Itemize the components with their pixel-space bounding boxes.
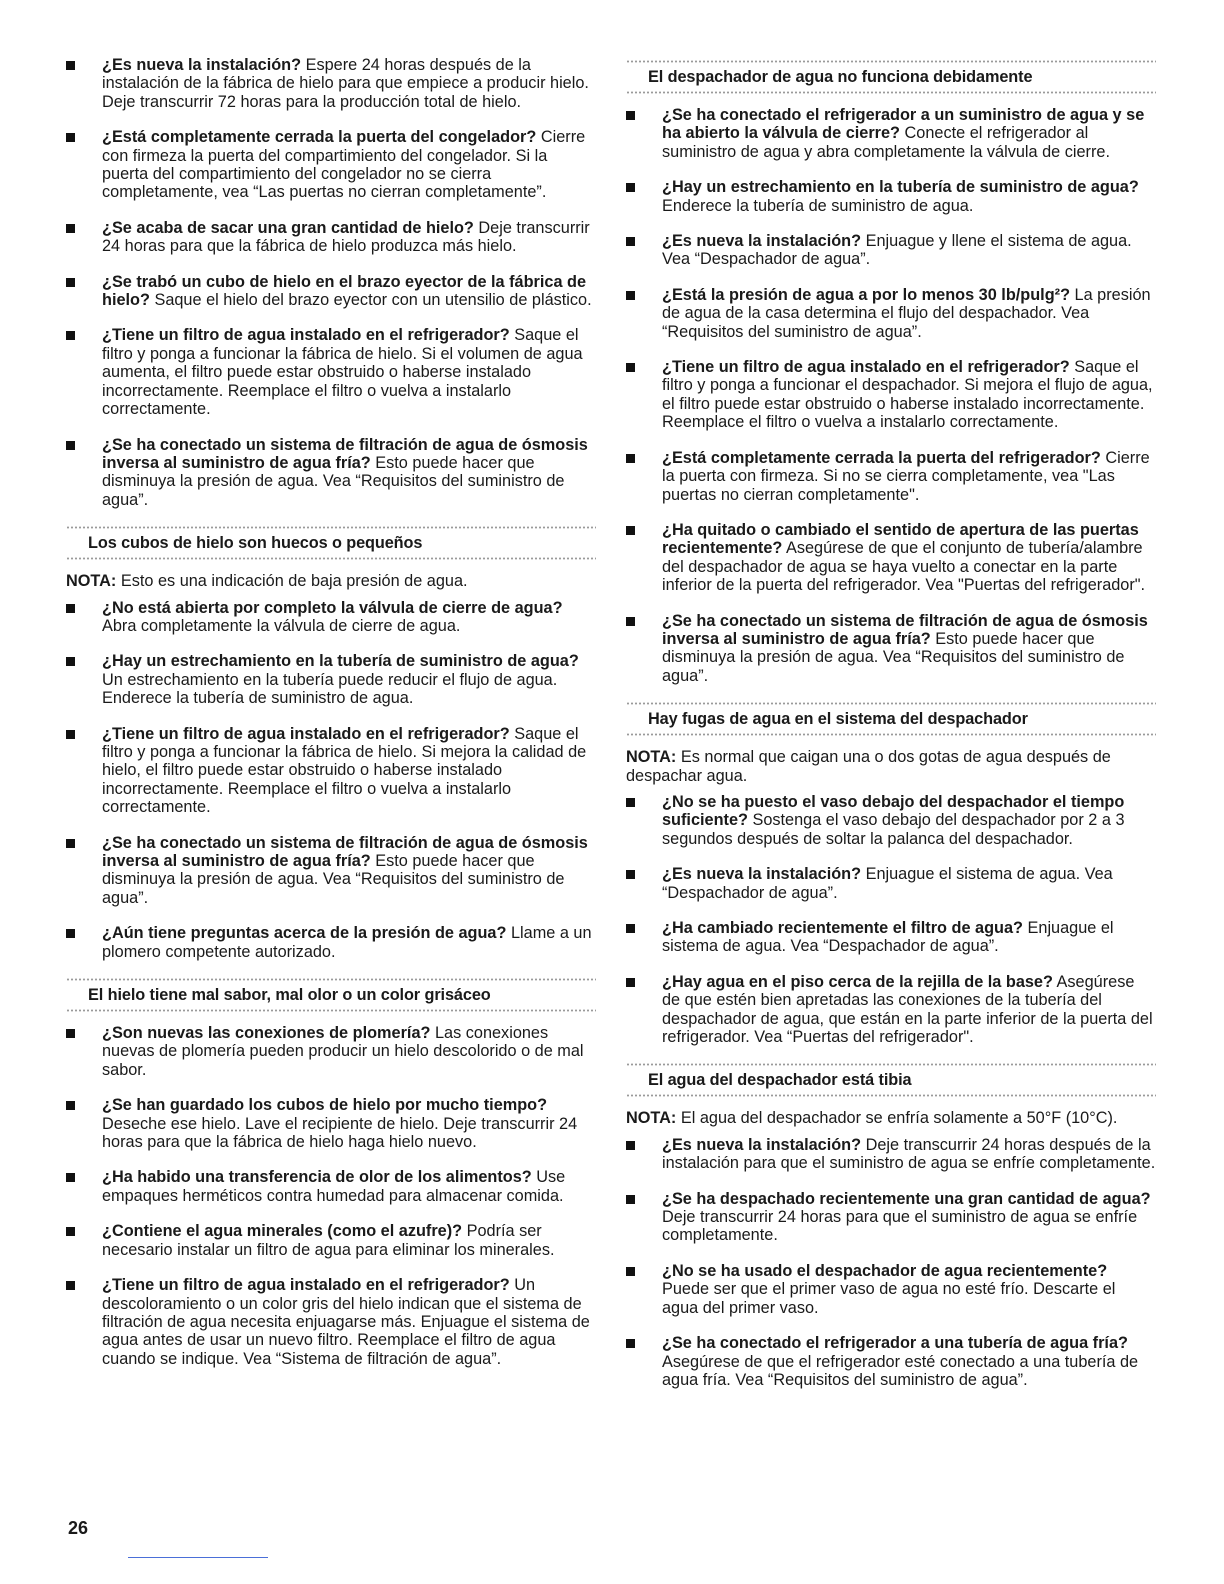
question-text: ¿Está completamente cerrada la puerta del refrigerador? [662,448,1101,467]
list-item [626,1334,1156,1389]
dotted-rule [66,557,596,560]
question-text: ¿Se ha conectado el refrigerador a una tubería de agua fría? [662,1334,1128,1353]
list-item [66,1024,596,1079]
list-item [626,612,1156,686]
question-text: ¿Se ha conectado un sistema de filtración de agua de ósmosis inversa al suministro de agua fría? [102,435,588,472]
intro-list [66,56,596,509]
bullet-square-icon [626,111,635,120]
dotted-rule [66,526,596,529]
list-item [626,358,1156,432]
bullet-square-icon [626,1339,635,1348]
answer-text: Abra completamente la válvula de cierre de agua. [102,616,461,635]
bullet-square-icon [626,870,635,879]
list-item [66,924,596,961]
bullet-square-icon [66,730,75,739]
list-item [66,1222,596,1259]
question-text: ¿Tiene un filtro de agua instalado en el refrigerador? [102,1276,510,1295]
section-header [626,1063,1156,1097]
list-item [66,1276,596,1368]
dotted-rule [626,733,1156,736]
bullet-square-icon [626,183,635,192]
list-item [626,1262,1156,1317]
section-header [626,702,1156,736]
right-column [626,56,1156,1406]
list-item [626,1136,1156,1173]
section-header [66,978,596,1012]
section-dispenser-leaks [626,702,1156,1046]
bullet-square-icon [626,617,635,626]
answer-text: Un descoloramiento o un color gris del hielo indican que el sistema de filtración de agua necesita enjuagarse más. Enjuague el sistema de agua antes de usar un nuevo filtro. Reemplace el filtro de agua cuando se indique. Vea “Sistema de filtración de agua”. [102,1276,590,1368]
bullet-square-icon [66,1173,75,1182]
list-item [66,1096,596,1151]
section-title: Hay fugas de agua en el sistema del despachador [648,710,1028,729]
question-text: ¿Ha habido una transferencia de olor de los alimentos? [102,1168,532,1187]
answer-text: Llame a un plomero competente autorizado. [102,924,592,961]
section-ice-bad-taste [66,978,596,1368]
answer-text: Deje transcurrir 24 horas después de la instalación para que el suministro de agua se enfríe completamente. [662,1135,1156,1173]
answer-text: Saque el filtro y ponga a funcionar el despachador. Si mejora el flujo de agua, el filtro puede estar obstruido o haberse instalado incorrectamente. Reemplace el filtro o vuelva a instalarlo correctamente. [662,358,1153,432]
section-header [66,526,596,560]
question-text: ¿Hay un estrechamiento en la tubería de suministro de agua? [102,652,579,671]
question-text: ¿Se ha conectado el refrigerador a un suministro de agua y se ha abierto la válvula de cierre? [662,106,1145,143]
question-text: ¿No está abierta por completo la válvula de cierre de agua? [102,598,563,617]
question-text: ¿Es nueva la instalación? [662,1135,862,1154]
answer-text: Deje transcurrir 24 horas para que el suministro de agua se enfríe completamente. [662,1208,1138,1245]
bullet-square-icon [66,278,75,287]
bullet-square-icon [626,1195,635,1204]
bullet-square-icon [626,526,635,535]
bullet-square-icon [66,657,75,666]
question-text: ¿Se acaba de sacar una gran cantidad de hielo? [102,218,474,237]
section-title: Los cubos de hielo son huecos o pequeños [88,534,423,553]
answer-text: Saque el filtro y ponga a funcionar la fábrica de hielo. Si mejora la calidad de hielo, el filtro puede estar obstruido o haberse instalado incorrectamente. Reemplace el filtro o vuelva a instalarlo correctamente. [102,724,587,817]
answer-text: Enjuague el sistema de agua. Vea “Despachador de agua”. [662,919,1114,956]
bullet-square-icon [66,929,75,938]
answer-text: Saque el filtro y ponga a funcionar la fábrica de hielo. Si el volumen de agua aumenta, el filtro puede estar obstruido o haberse instalado incorrectamente. Reemplace el filtro o vuelva a instalarlo correctamente. [102,326,583,419]
note-text: Esto es una indicación de baja presión de agua. [116,572,468,591]
section-dispenser-not-working [626,60,1156,685]
list-item [66,834,596,908]
bullet-square-icon [66,839,75,848]
footer-rule [128,1557,268,1558]
list-item [626,521,1156,595]
question-text: ¿Contiene el agua minerales (como el azufre)? [102,1222,463,1241]
bullet-square-icon [66,331,75,340]
list-item [66,219,596,256]
note [626,1109,1156,1127]
note-label: NOTA: [626,748,677,767]
answer-text: Podría ser necesario instalar un filtro de agua para eliminar los minerales. [102,1222,555,1259]
list-item [626,106,1156,161]
list-item [626,973,1156,1047]
answer-text: Esto puede hacer que disminuya la presión de agua. Vea “Requisitos del suministro de agua”. [102,453,565,509]
bullet-square-icon [66,224,75,233]
question-text: ¿Está completamente cerrada la puerta del congelador? [102,128,537,147]
list-item [626,793,1156,848]
list-item [66,436,596,510]
dotted-rule [626,1094,1156,1097]
answer-text: Deseche ese hielo. Lave el recipiente de hielo. Deje transcurrir 24 horas para que la fábrica de hielo haga hielo nuevo. [102,1114,578,1152]
answer-text: Puede ser que el primer vaso de agua no esté frío. Descarte el agua del primer vaso. [662,1280,1116,1317]
note-text: Es normal que caigan una o dos gotas de agua después de despachar agua. [626,748,1111,785]
section-header [626,60,1156,94]
list-item [66,326,596,418]
question-text: ¿Se ha despachado recientemente una gran cantidad de agua? [662,1189,1151,1208]
dotted-rule [66,1009,596,1012]
bullet-square-icon [66,1029,75,1038]
answer-text: Asegúrese de que el refrigerador esté conectado a una tubería de agua fría. Vea “Requisitos del suministro de agua”. [662,1352,1139,1389]
question-text: ¿No se ha puesto el vaso debajo del despachador el tiempo suficiente? [662,792,1125,830]
bullet-square-icon [626,363,635,372]
item-list [66,1024,596,1368]
note [626,748,1156,785]
question-text: ¿Tiene un filtro de agua instalado en el refrigerador? [102,326,510,345]
question-text: ¿Ha quitado o cambiado el sentido de apertura de las puertas recientemente? [662,520,1139,558]
list-item [66,56,596,111]
answer-text: Enjuague y llene el sistema de agua. Vea “Despachador de agua”. [662,232,1132,269]
answer-text: Un estrechamiento en la tubería puede reducir el flujo de agua. Enderece la tubería de suministro de agua. [102,670,558,708]
question-text: ¿Se han guardado los cubos de hielo por mucho tiempo? [102,1096,548,1115]
bullet-square-icon [66,61,75,70]
list-item [66,273,596,310]
list-item [626,286,1156,341]
list-item [626,449,1156,504]
answer-text: La presión de agua de la casa determina el flujo del despachador. Vea “Requisitos del suministro de agua”. [662,285,1151,341]
answer-text: Enderece la tubería de suministro de agua. [662,196,974,215]
question-text: ¿Está la presión de agua a por lo menos 30 lb/pulg²? [662,285,1071,304]
list-item [66,652,596,707]
answer-text: Use empaques herméticos contra humedad para almacenar comida. [102,1168,566,1205]
section-title: El hielo tiene mal sabor, mal olor o un color grisáceo [88,986,491,1005]
bullet-square-icon [66,1101,75,1110]
page-number: 26 [68,1518,89,1538]
list-item [626,178,1156,215]
answer-text: Espere 24 horas después de la instalación de la fábrica de hielo para que empiece a producir hielo. Deje transcurrir 72 horas para la producción total de hielo. [102,56,589,111]
question-text: ¿Son nuevas las conexiones de plomería? [102,1024,431,1043]
bullet-square-icon [626,291,635,300]
item-list [66,599,596,962]
answer-text: Cierre la puerta con firmeza. Si no se cierra completamente, vea "Las puertas no cierran completamente". [662,448,1150,504]
list-item [66,599,596,636]
bullet-square-icon [626,237,635,246]
dotted-rule [626,91,1156,94]
question-text: ¿Se ha conectado un sistema de filtración de agua de ósmosis inversa al suministro de agua fría? [662,611,1148,648]
bullet-square-icon [626,1141,635,1150]
list-item [626,919,1156,956]
question-text: ¿Ha cambiado recientemente el filtro de agua? [662,919,1023,937]
bullet-square-icon [626,454,635,463]
item-list [626,793,1156,1046]
note-text: El agua del despachador se enfría solamente a 50°F (10°C). [676,1109,1118,1128]
question-text: ¿Es nueva la instalación? [662,232,862,251]
answer-text: Cierre con firmeza la puerta del compartimiento del congelador. Si la puerta del compartimiento del congelador no se cierra completamente, vea “Las puertas no cierran completamente”. [102,128,586,202]
question-text: ¿Se ha conectado un sistema de filtración de agua de ósmosis inversa al suministro de agua fría? [102,833,588,870]
bullet-square-icon [626,1267,635,1276]
bullet-square-icon [626,798,635,807]
answer-text: Conecte el refrigerador al suministro de agua y abra completamente la válvula de cierre. [662,124,1110,161]
question-text: ¿Es nueva la instalación? [102,56,302,74]
bullet-square-icon [66,441,75,450]
section-water-warm [626,1063,1156,1389]
bullet-square-icon [66,1227,75,1236]
section-title: El despachador de agua no funciona debidamente [648,68,1033,86]
list-item [66,1168,596,1205]
question-text: ¿No se ha usado el despachador de agua recientemente? [662,1261,1108,1280]
note [66,572,596,590]
answer-text: Esto puede hacer que disminuya la presión de agua. Vea “Requisitos del suministro de agua”. [102,852,565,907]
section-ice-cubes-hollow [66,526,596,961]
question-text: ¿Hay agua en el piso cerca de la rejilla de la base? [662,972,1053,991]
bullet-square-icon [626,978,635,987]
item-list [626,1136,1156,1389]
list-item [66,128,596,202]
section-title: El agua del despachador está tibia [648,1071,912,1090]
note-label: NOTA: [66,572,117,591]
dotted-rule [626,1063,1156,1066]
answer-text: Saque el hielo del brazo eyector con un utensilio de plástico. [149,291,592,310]
bullet-square-icon [66,604,75,613]
question-text: ¿Es nueva la instalación? [662,865,862,884]
answer-text: Asegúrese de que el conjunto de tubería/alambre del despachador de agua se haya vuelto a conectar en la parte inferior de la puerta del refrigerador. Vea "Puertas del refrigerador". [662,539,1146,595]
answer-text: Asegúrese de que estén bien apretadas las conexiones de la tubería del despachador de agua, que están en la parte inferior de la puerta del refrigerador. Vea “Puertas del refrigerador". [662,972,1153,1047]
question-text: ¿Tiene un filtro de agua instalado en el refrigerador? [102,724,510,743]
dotted-rule [626,60,1156,63]
note-label: NOTA: [626,1109,677,1128]
question-text: ¿Aún tiene preguntas acerca de la presión de agua? [102,924,507,943]
bullet-square-icon [66,1281,75,1290]
left-column [66,56,596,1385]
question-text: ¿Se trabó un cubo de hielo en el brazo eyector de la fábrica de hielo? [102,272,587,310]
dotted-rule [626,702,1156,705]
item-list [626,106,1156,685]
list-item [626,1190,1156,1245]
question-text: ¿Tiene un filtro de agua instalado en el refrigerador? [662,358,1070,377]
list-item [626,232,1156,269]
list-item [66,725,596,817]
bullet-square-icon [66,133,75,142]
question-text: ¿Hay un estrechamiento en la tubería de suministro de agua? [662,178,1139,197]
answer-text: Enjuague el sistema de agua. Vea “Despachador de agua”. [662,865,1113,902]
answer-text: Esto puede hacer que disminuya la presión de agua. Vea “Requisitos del suministro de agua”. [662,629,1125,685]
list-item [626,865,1156,902]
answer-text: Deje transcurrir 24 horas para que la fábrica de hielo produzca más hielo. [102,218,590,256]
dotted-rule [66,978,596,981]
bullet-square-icon [626,924,635,933]
answer-text: Sostenga el vaso debajo del despachador por 2 a 3 segundos después de soltar la palanca del despachador. [662,811,1125,848]
answer-text: Las conexiones nuevas de plomería pueden producir un hielo descolorido o de mal sabor. [102,1024,584,1079]
